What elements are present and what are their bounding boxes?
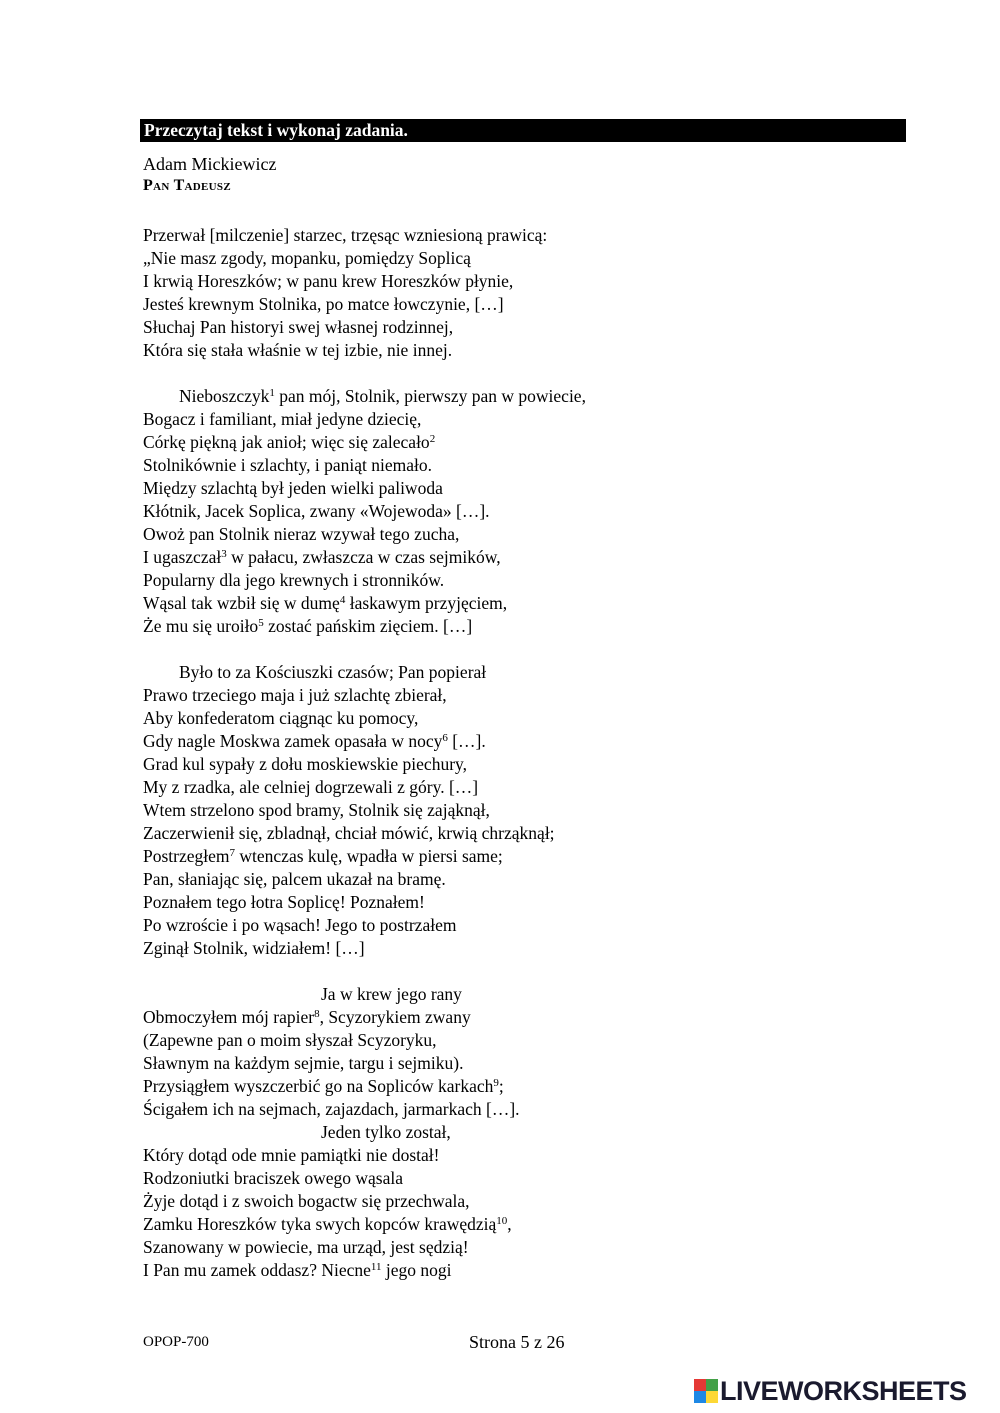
line-text: łaskawym przyjęciem,	[345, 593, 508, 613]
poem-line	[143, 385, 843, 408]
line-text: Obmoczyłem mój rapier	[143, 1007, 315, 1027]
logo-badge-square	[706, 1391, 718, 1403]
line-text: Ja w krew jego rany	[321, 984, 462, 1004]
poem-line	[143, 592, 843, 615]
stanza-gap	[143, 638, 843, 661]
footnote-marker: 6	[442, 732, 448, 744]
poem-line	[143, 477, 843, 500]
line-text: Pan, słaniając się, palcem ukazał na bramę.	[143, 869, 446, 889]
poem-line	[143, 1167, 843, 1190]
line-text: Kłótnik, Jacek Soplica, zwany «Wojewoda» […].	[143, 501, 490, 521]
line-text: […].	[447, 731, 486, 751]
poem-line	[143, 454, 843, 477]
footnote-marker: 7	[229, 847, 236, 859]
line-text: ,	[507, 1214, 512, 1234]
poem-line	[143, 937, 843, 960]
line-text: Stolnikównie i szlachty, i paniąt niemało.	[143, 455, 433, 475]
poem-line	[143, 615, 843, 638]
line-text: Grad kul sypały z dołu moskiewskie piechury,	[143, 754, 468, 774]
footnote-marker: 5	[258, 617, 264, 629]
poem-line	[143, 753, 843, 776]
logo-badge-square	[694, 1379, 706, 1391]
poem-line	[143, 845, 843, 868]
line-text: Postrzegłem	[143, 846, 230, 866]
poem-line	[143, 661, 843, 684]
page-number: Strona 5 z 26	[469, 1332, 565, 1352]
author-name: Adam Mickiewicz	[143, 154, 277, 174]
line-text: Wtem strzelono spod bramy, Stolnik się zająknął,	[143, 800, 490, 820]
poem-line	[143, 408, 843, 431]
footnote-marker: 2	[429, 433, 436, 445]
logo-text: LIVEWORKSHEETS	[720, 1375, 967, 1406]
poem-line	[143, 822, 843, 845]
line-text: Zaczerwienił się, zbladnął, chciał mówić, krwią chrząknął;	[143, 823, 555, 843]
logo-badge-square	[694, 1391, 706, 1403]
poem-line	[143, 776, 843, 799]
line-text: Gdy nagle Moskwa zamek opasała w nocy	[143, 731, 443, 751]
line-text: „Nie masz zgody, mopanku, pomiędzy Soplicą	[143, 248, 471, 268]
line-text: Szanowany w powiecie, ma urząd, jest sędzią!	[143, 1237, 469, 1257]
line-text: wtenczas kulę, wpadła w piersi same;	[235, 846, 503, 866]
poem-line	[143, 500, 843, 523]
line-text: Przysiągłem wyszczerbić go na Sopliców karkach	[143, 1076, 494, 1096]
poem-line	[143, 1121, 843, 1144]
line-text: Rodzoniutki braciszek owego wąsala	[143, 1168, 403, 1188]
line-text: Aby konfederatom ciągnąc ku pomocy,	[143, 708, 419, 728]
poem-line	[143, 1075, 843, 1098]
line-text: w pałacu, zwłaszcza w czas sejmików,	[226, 547, 501, 567]
poem-line	[143, 569, 843, 592]
line-text: Było to za Kościuszki czasów; Pan popierał	[179, 662, 487, 682]
poem-line	[143, 684, 843, 707]
line-text: Po wzroście i po wąsach! Jego to postrzałem	[143, 915, 457, 935]
exam-code: OPOP-700	[143, 1334, 209, 1350]
line-text: Żyje dotąd i z swoich bogactw się przechwala,	[143, 1191, 470, 1211]
line-text: ;	[498, 1076, 504, 1096]
line-text: Słuchaj Pan historyi swej własnej rodzinnej,	[143, 317, 454, 337]
poem-line	[143, 1259, 843, 1282]
line-text: , Scyzorykiem zwany	[319, 1007, 471, 1027]
footnote-marker: 9	[493, 1077, 499, 1089]
line-text: jego nogi	[381, 1260, 452, 1280]
line-text: I Pan mu zamek oddasz? Niecne	[143, 1260, 371, 1280]
logo-badge-icon	[694, 1379, 718, 1403]
poem-line	[143, 1052, 843, 1075]
line-text: Który dotąd ode mnie pamiątki nie dostał!	[143, 1145, 440, 1165]
stanza-gap	[143, 960, 843, 983]
footnote-marker: 1	[269, 387, 275, 399]
poem-line	[143, 730, 843, 753]
line-text: Między szlachtą był jeden wielki paliwoda	[143, 478, 443, 498]
footnote-marker: 11	[370, 1261, 382, 1273]
line-text: Córkę piękną jak anioł; więc się zalecało	[143, 432, 430, 452]
line-text: Nieboszczyk	[179, 386, 270, 406]
line-text: I krwią Horeszków; w panu krew Horeszków płynie,	[143, 271, 514, 291]
stanza-gap	[143, 362, 843, 385]
poem-line	[143, 868, 843, 891]
poem-line	[143, 224, 843, 247]
liveworksheets-logo[interactable]	[694, 1376, 967, 1406]
work-title: Pan Tadeusz	[143, 177, 231, 194]
poem-line	[143, 707, 843, 730]
line-text: Poznałem tego łotra Soplicę! Poznałem!	[143, 892, 425, 912]
line-text: Przerwał [milczenie] starzec, trzęsąc wzniesioną prawicą:	[143, 225, 548, 245]
poem-line	[143, 1236, 843, 1259]
poem-text	[143, 224, 843, 1282]
line-text: My z rzadka, ale celniej dogrzewali z góry. […]	[143, 777, 479, 797]
line-text: pan mój, Stolnik, pierwszy pan w powiecie,	[274, 386, 586, 406]
line-text: zostać pańskim zięciem. […]	[263, 616, 473, 636]
footnote-marker: 10	[496, 1215, 508, 1227]
footnote-marker: 4	[339, 594, 346, 606]
line-text: Jesteś krewnym Stolnika, po matce łowczynie, […]	[143, 294, 504, 314]
line-text: Popularny dla jego krewnych i stronników.	[143, 570, 445, 590]
poem-line	[143, 1190, 843, 1213]
line-text: Owoż pan Stolnik nieraz wzywał tego zucha,	[143, 524, 460, 544]
poem-line	[143, 914, 843, 937]
line-text: Zamku Horeszków tyka swych kopców krawędzią	[143, 1214, 497, 1234]
poem-line	[143, 247, 843, 270]
line-text: Prawo trzeciego maja i już szlachtę zbierał,	[143, 685, 447, 705]
poem-line	[143, 316, 843, 339]
line-text: Jeden tylko został,	[321, 1122, 451, 1142]
poem-line	[143, 1144, 843, 1167]
instruction-text: Przeczytaj tekst i wykonaj zadania.	[144, 120, 408, 140]
logo-badge-square	[706, 1379, 718, 1391]
poem-line	[143, 1213, 843, 1236]
line-text: (Zapewne pan o moim słyszał Scyzoryku,	[143, 1030, 437, 1050]
poem-line	[143, 293, 843, 316]
footnote-marker: 3	[221, 548, 227, 560]
poem-line	[143, 1098, 843, 1121]
instruction-bar	[140, 119, 906, 142]
poem-line	[143, 431, 843, 454]
poem-line	[143, 339, 843, 362]
line-text: Bogacz i familiant, miał jedyne dziecię,	[143, 409, 422, 429]
line-text: Zginął Stolnik, widziałem! […]	[143, 938, 365, 958]
poem-line	[143, 891, 843, 914]
poem-line	[143, 546, 843, 569]
line-text: Wąsal tak wzbił się w dumę	[143, 593, 340, 613]
poem-line	[143, 270, 843, 293]
poem-line	[143, 1029, 843, 1052]
line-text: I ugaszczał	[143, 547, 222, 567]
line-text: Ścigałem ich na sejmach, zajazdach, jarmarkach […].	[143, 1099, 520, 1119]
poem-line	[143, 523, 843, 546]
poem-line	[143, 983, 843, 1006]
footnote-marker: 8	[314, 1008, 320, 1020]
line-text: Sławnym na każdym sejmie, targu i sejmiku).	[143, 1053, 464, 1073]
line-text: Że mu się uroiło	[143, 616, 259, 636]
poem-line	[143, 799, 843, 822]
line-text: Która się stała właśnie w tej izbie, nie innej.	[143, 340, 453, 360]
poem-line	[143, 1006, 843, 1029]
